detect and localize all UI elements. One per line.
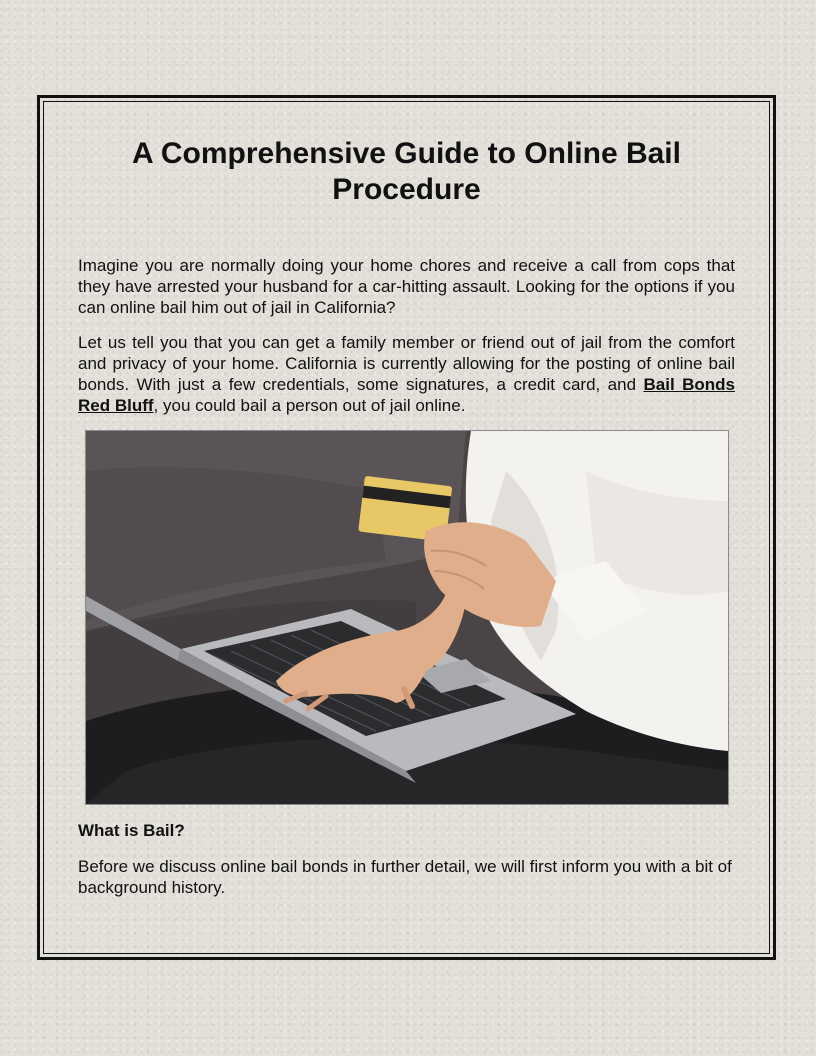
photo-illustration [86,431,728,804]
laptop-credit-card-photo [85,430,729,805]
article-title: A Comprehensive Guide to Online Bail Procedure [132,137,681,206]
body-paragraph-text-start: Let us tell you that you can get a family member or friend out of jail from the comfort and privacy of your home. California is currently allowing for the posting of online bail bonds. With just a few credentials, some signatures, a credit card, and [78,333,735,394]
bail-bonds-red-bluff-link[interactable]: Bail Bonds Red Bluff [78,375,735,415]
body-paragraph-text-end: , you could bail a person out of jail online. [153,396,466,415]
body-paragraph [78,332,735,416]
intro-paragraph: Imagine you are normally doing your home chores and receive a call from cops that they have arrested your husband for a car-hitting assault. Looking for the options if you can online bail him out of jail in California? [78,256,735,317]
background-paragraph: Before we discuss online bail bonds in further detail, we will first inform you with a bit of background history. [78,857,732,897]
section-heading: What is Bail? [78,821,185,840]
